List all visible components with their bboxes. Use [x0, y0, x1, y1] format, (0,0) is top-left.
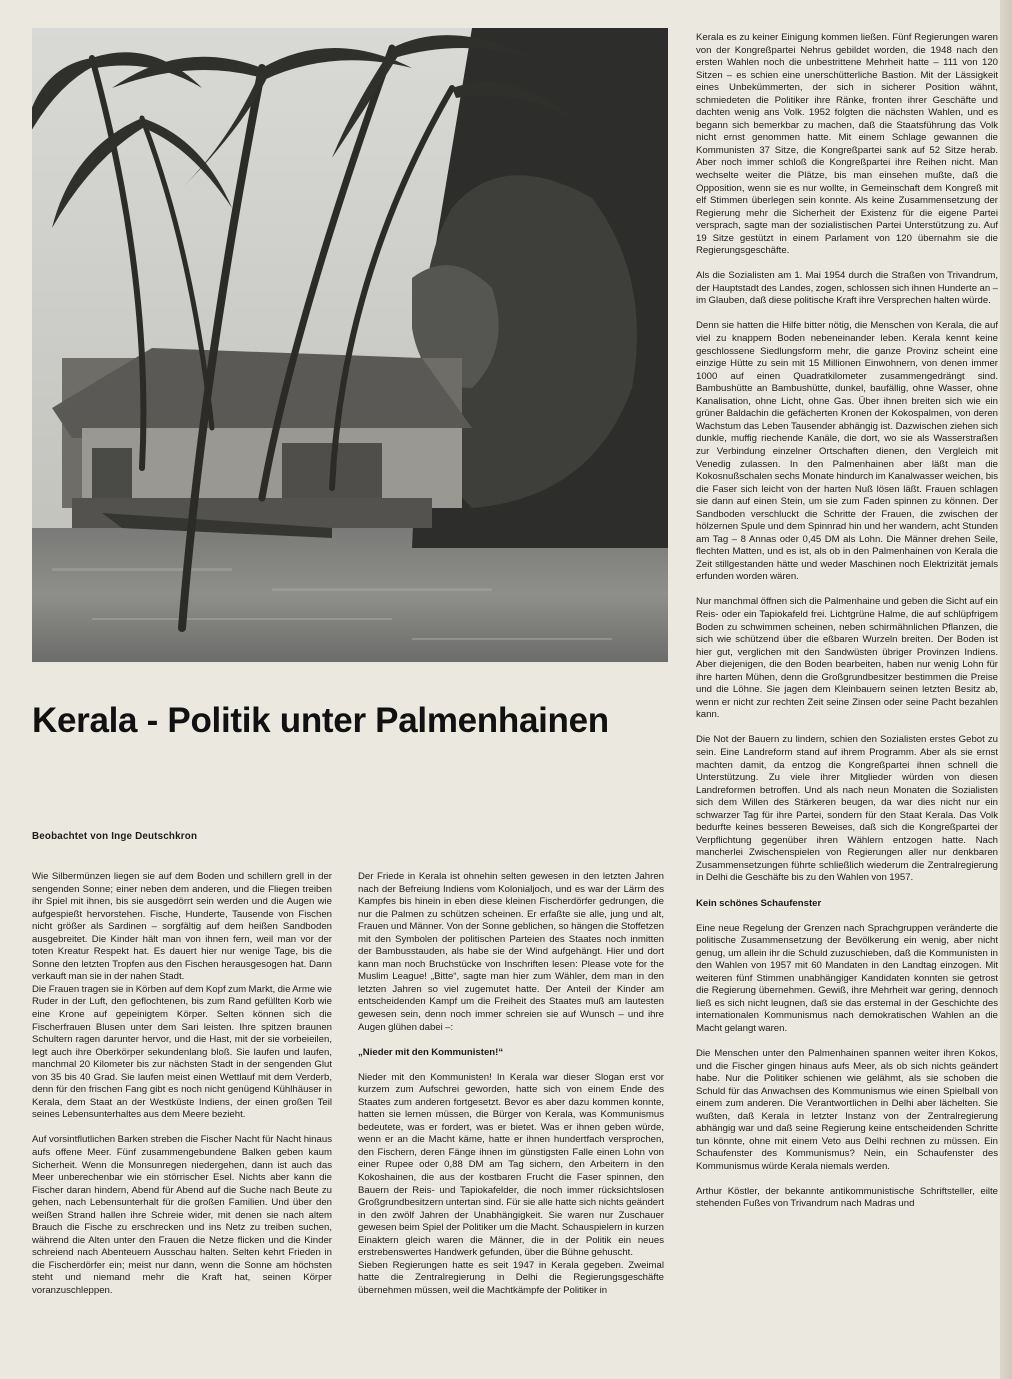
article-title: Kerala - Politik unter Palmenhainen — [32, 701, 609, 740]
paragraph: Auf vorsintflutlichen Barken streben die Fischer Nacht für Nacht hinaus aufs offene Meer. Fünf zusammengebundene Balken geben kaum Sicherheit. Wenn die Monsunregen niedergehen, dann ist auch das Meer unberechenbar wie ein störrischer Esel. Nichts aber kann die Fischer daran hindern, Abend für Abend auf die Suche nach Beute zu gehen, nach Lebensunterhalt für die großen Familien. Und über den weißen Strand hallen ihre Schreie wider, mit denen sie nach altem Brauch die Fische zu erschrecken und ins Netz zu treiben suchen, während die Alten unter den Frauen die Netze flicken und die Kinder schreiend nach Abenteuern Ausschau halten. Selten kehrt Frieden in die Fischerdörfer ein; meist nur dann, wenn die Sonne am höchsten steht und niemand mehr die Kraft hat, seinen Körper voranzuschleppen. — [32, 1134, 332, 1296]
paragraph: Die Menschen unter den Palmenhainen spannen weiter ihren Kokos, und die Fischer gingen hinaus aufs Meer, als ob sich nichts geändert habe. Nur die Politiker schienen wie gelähmt, als sie schoben die Schuld für das Anwachsen des Kommunismus wie einen Spielball von einem zum anderen. Die Verantwortlichen in Delhi aber lächelten. Sie wußten, daß Kerala in letzter Instanz von der Zentralregierung abhängig war und daß seine Regierung keine entscheidenden Schritte tun könnte, ohne mit einem Veto aus Delhi rechnen zu müssen. Ein Schaufenster des Kommunismus? Nein, ein Schaufenster des Kommunismus würde Kerala niemals werden. — [696, 1047, 998, 1172]
paragraph: Die Frauen tragen sie in Körben auf dem Kopf zum Markt, die Arme wie Ruder in der Luft, den geflochtenen, bis zum Rand gefüllten Korb wie eine Krone auf gepeinigtem Körper. Selten können sich die Fischerfrauen Blusen unter dem Sari leisten. Ihre spitzen braunen Schultern ragen darunter hervor, und die Hast, mit der sie vorbeieilen, legt auch ihre Oberkörper sekundenlang bloß. Sie laufen und laufen, manchmal 20 Kilometer bis zur nächsten Stadt in der sengenden Glut von 35 bis 40 Grad. Sie laufen meist einen Wettlauf mit dem Verderb, denn für den frischen Fang gibt es noch nicht genügend Kühlhäuser in Kerala, dem Staat an der Westküste Indiens, der einen großen Teil seines Lebensunterhaltes aus dem Meere bezieht. — [32, 983, 332, 1121]
paragraph: Die Not der Bauern zu lindern, schien den Sozialisten erstes Gebot zu sein. Eine Landreform stand auf ihrem Programm. Aber als sie ernst machten damit, da entzog die Kongreßpartei ihnen schnell die Unterstützung. Zu viele ihrer Mitglieder würden von diesen Landreformen betroffen. Und als nach neun Monaten die Sozialisten sich dem Willen des Stärkeren beugen, da war dies nicht nur ein schwarzer Tag für ihre Partei, sondern für den Staat Kerala. Das Volk bedurfte keines besseren Beweises, daß sich die Kongreßpartei der Verpflichtung gegenüber ihren Wählern entzogen hatte. Nach mancherlei Zwischenspielen von Regierungen aller nur denkbaren Zusammensetzungen führte schließlich wiederum die Zentralregierung in Delhi die Geschäfte bis zu den Wahlen von 1957. — [696, 734, 998, 884]
paragraph: Nur manchmal öffnen sich die Palmenhaine und geben die Sicht auf ein Reis- oder ein Tapiokafeld frei. Lichtgrüne Halme, die auf schlüpfrigem Boden zu schwimmen scheinen, neben schirmähnlichen Pflanzen, die sich wie schützend über die eßbaren Wurzeln breiten. Der Boden ist hier gut, verglichen mit den Sandwüsten übriger Provinzen Indiens. Aber diejenigen, die den Boden bearbeiten, haben nur wenig Lohn für ihre harten Mühen, denn die Großgrundbesitzer bestimmen die Preise und die Löhne. Sie jagen dem Kleinbauern seinen letzten Besitz ab, wenn er nicht zur rechten Zeit seine Zinsen oder seine Pacht bezahlen kann. — [696, 596, 998, 721]
photo-palm-trees — [32, 28, 668, 662]
paragraph: Der Friede in Kerala ist ohnehin selten gewesen in den letzten Jahren nach der Befreiung Indiens vom Kolonialjoch, und es war der Lärm des Kampfes bis hinein in eben diese kleinen Fischerdörfer gedrungen, die nur die Palmen zu schützen scheinen. Er erfaßte sie alle, jung und alt, Frauen und Männer. Von der Sonne geblichen, so hängen die Stoffetzen mit den Symbolen der politischen Parteien des Staates noch inmitten der Bambusstauden, als habe sie der Wind aufgehängt. Hier und dort kann man noch Bruchstücke von Inschriften lesen: Please vote for the Muslim League! „Bitte“, sagte man hier zum Wähler, dem man in den letzten Jahren so viel zugemutet hatte. Der Anteil der Kinder am entscheidenden Kampf um die Freiheit des Staates muß am lautesten gewesen sein, denn noch immer schreien sie auf Wunsch – und ihre Augen glühen dabei –: — [358, 871, 664, 1033]
article-column-middle — [358, 871, 664, 1298]
article-byline: Beobachtet von Inge Deutschkron — [32, 831, 198, 842]
section-heading: Kein schönes Schaufenster — [696, 897, 822, 909]
paragraph: Kerala es zu keiner Einigung kommen ließen. Fünf Regierungen waren von der Kongreßpartei Nehrus gebildet worden, die 1948 nach den ersten Wahlen noch die unbestrittene Mehrheit hatte – 111 von 120 Sitzen – es schien eine unerschütterliche Bastion. Mit der Lässigkeit eines Unbekümmerten, der sich in sicherer Position wähnt, schmiedeten die Politiker ihre Ränke, fronten ihrer Geschäfte und dachten wenig ans Volk. 1952 folgten die nächsten Wahlen, und es begann sich bemerkbar zu machen, daß die Staatsführung das Volk nicht ernst genommen hatte. Mit einem Schlage gewannen die Kommunisten 37 Sitze, die Kongreßpartei sank auf 52 Sitze herab. Aber noch immer schloß die Kongreßpartei ihre Reihen nicht. Man wechselte weiter die Plätze, bis man einsehen mußte, daß die Opposition, wenn sie es nur wollte, in Gemeinschaft dem Kongreß mit elf Stimmen überlegen sein konnte. Als keine Zusammensetzung der Regierung mehr die Sicherheit der Existenz für die eigene Partei versprach, sagte man der sozialistischen Partei Unterstützung zu. Auf 19 Sitze gestützt in einem Parlament von 120 übernahm sie die Regierungsgeschäfte. — [696, 32, 998, 257]
section-heading: „Nieder mit den Kommunisten!“ — [358, 1046, 504, 1058]
paragraph: Arthur Köstler, der bekannte antikommunistische Schriftsteller, eilte stehenden Fußes von Trivandrum nach Madras und — [696, 1185, 998, 1210]
page-edge — [1000, 0, 1012, 1379]
photo-palm-trees-icon — [32, 28, 668, 662]
paragraph: Wie Silbermünzen liegen sie auf dem Boden und schillern grell in der sengenden Sonne; einer neben dem anderen, und die Fliegen treiben ihr Spiel mit ihnen, bis sie ausgedörrt sein werden und die Augen wie aufgespießt hervorstehen. Fische, Hunderte, Tausende von Fischen nicht größer als Sardinen – sorgfältig auf dem heißen Sandboden ausgebreitet. Die Kinder hält man von ihnen fern, weil man vor der toten Kreatur Respekt hat. Es dauert hier nur wenige Tage, bis die Sonne den letzten Tropfen aus den Fischen herausgesogen hat. Dann verkauft man sie in der nahen Stadt. — [32, 871, 332, 983]
paragraph: Denn sie hatten die Hilfe bitter nötig, die Menschen von Kerala, die auf viel zu knappem Boden nebeneinander leben. Kerala kennt keine geschlossene Siedlungsform mehr, die ganze Provinz scheint eine einzige Hütte zu sein mit 15 Millionen Einwohnern, von denen immer 1000 auf einen Quadratkilometer zusammengedrängt sind. Bambushütte an Bambushütte, dunkel, baufällig, ohne Wasser, ohne Kanalisation, ohne Licht, ohne Gas. Über ihnen breiten sich wie ein grüner Baldachin die gefächerten Kronen der Kokospalmen, von deren Wachstum das Leben Tausender abhängig ist. Dazwischen ziehen sich dunkle, muffig riechende Kanäle, die dort, wo sie als Wasserstraßen zur Verbindung einzelner Ortschaften dienen, den Vergleich mit Venedig zulassen. In den Palmenhainen aber läßt man die Kokosnußschalen sechs Monate hindurch im Kanalwasser weichen, bis die Faser sich leicht von der harten Nuß lösen läßt. Frauen schlagen sie dann auf einen Stein, um sie zum Faden spinnen zu können. Der Sandboden verschluckt die Schritte der Frauen, die zwischen der hölzernen Spule und dem Spinnrad hin und her wandern, acht Stunden am Tag – 8 Annas oder 0,45 DM als Lohn. Die Männer drehen Seile, flechten Matten, und es ist, als ob in den Palmenhainen von Kerala die Zeit stillgestanden hätte und weder Maschinen noch Elektrizität jemals erfunden worden wären. — [696, 320, 998, 583]
paragraph: Nieder mit den Kommunisten! In Kerala war dieser Slogan erst vor kurzem zum Aufschrei geworden, hatte sich von einem Ende des Staates zum anderen fortgesetzt. Bevor es aber dazu kommen konnte, hatten sie lernen müssen, die Bürger von Kerala, was Kommunismus bedeutete, was er fordert, was er bietet. Was er ihnen geben würde, wenn er an die Macht käme, hatte er ihnen hundertfach versprochen, den Fischern, deren Fänge ihnen im günstigsten Falle einen Lohn von einer Rupee oder 0,88 DM am Tag sichern, den Arbeitern in den Kokoshainen, die aus der kostbaren Frucht die Faser spinnen, den Bauern der Reis- und Tapiokafelder, die noch immer rücksichtslosen Großgrundbesitzern untertan sind. Für sie alle hatte sich nichts geändert in den zwölf Jahren der Unabhängigkeit. Sie waren nur Zuschauer gewesen beim Spiel der Politiker um die Macht. Schauspielern in kurzen Einaktern gleich waren die Männer, die in der Politik ein neues erstrebenswertes Handwerk gefunden, über die Bühne gehuscht. — [358, 1071, 664, 1259]
article-column-right — [696, 32, 998, 1211]
paragraph: Sieben Regierungen hatte es seit 1947 in Kerala gegeben. Zweimal hatte die Zentralregierung in Delhi die Regierungsgeschäfte übernehmen müssen, weil die Machtkämpfe der Politiker in — [358, 1259, 664, 1296]
paragraph: Eine neue Regelung der Grenzen nach Sprachgruppen veränderte die politische Zusammensetzung der Bevölkerung ein wenig, aber nicht genug, um allein ihr die Schuld zuzuschieben, daß die Kommunisten in den Wahlen von 1957 mit 60 Mandaten in den Landtag einzogen. Mit weiteren fünf Stimmen unabhängiger Kandidaten konnten sie getrost die Regierung übernehmen. Gewiß, ihre Mehrheit war gering, dennoch ließ es sich nicht leugnen, daß sie das erstemal in der Geschichte des internationalen Kommunismus nach demokratischen Wahlen an die Macht gelangt waren. — [696, 922, 998, 1034]
paragraph: Als die Sozialisten am 1. Mai 1954 durch die Straßen von Trivandrum, der Hauptstadt des Landes, zogen, schlossen sich ihnen Hunderte an – im Glauben, daß diese politische Kraft ihre Versprechen halten würde. — [696, 270, 998, 307]
article-column-left — [32, 871, 332, 1298]
